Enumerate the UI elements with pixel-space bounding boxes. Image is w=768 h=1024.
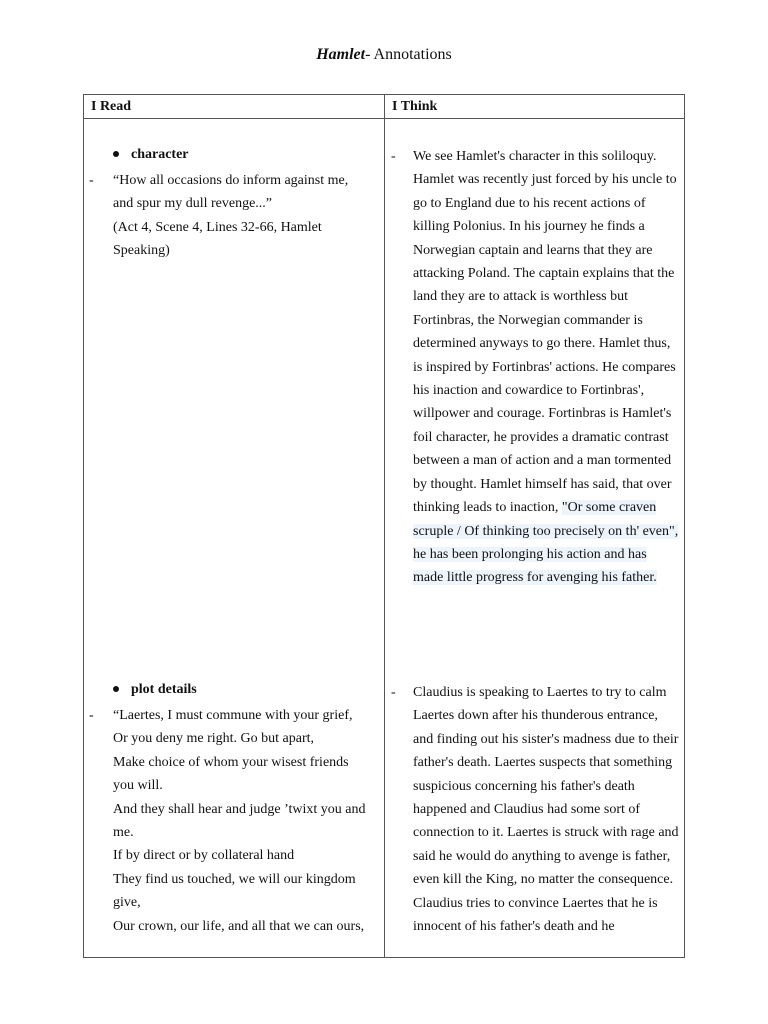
quote-block — [113, 704, 371, 938]
list-dash: - — [391, 685, 396, 700]
annotations-table — [83, 94, 685, 958]
note-text: We see Hamlet's character in this soliloquy. Hamlet was recently just forced by his uncle to go to England due to his recent actions of killing Polonius. In his journey he finds a Norwegian captain and learns that they are attacking Poland. The captain explains that the land they are to attack is worthless but Fortinbras, the Norwegian commander is determined anyways to go there. Hamlet thus, is inspired by Fortinbras' actions. He compares his inaction and cowardice to Fortinbras', willpower and courage. Fortinbras is Hamlet's foil character, he provides a dramatic contrast between a man of action and a man tormented by thought. Hamlet himself has said, that over thinking leads to inaction, — [413, 149, 677, 516]
section-label-text: plot details — [131, 682, 197, 697]
header-i-read: I Read — [91, 99, 132, 114]
section-label-character — [113, 147, 189, 163]
quote-line: “Laertes, I must commune with your grief, — [113, 708, 353, 723]
quote-line: “How all occasions do inform against me, and spur my dull revenge...” — [113, 173, 349, 212]
list-dash: - — [89, 173, 94, 188]
quote-line: And they shall hear and judge ’twixt you and me. — [113, 801, 366, 841]
section-label-plot-details — [113, 682, 197, 698]
header-i-think: I Think — [392, 99, 438, 114]
header-divider — [84, 118, 684, 119]
annotation-note — [413, 681, 679, 938]
section-label-text: character — [131, 147, 189, 162]
title-play-name: Hamlet — [316, 46, 366, 63]
note-text: Claudius is speaking to Laertes to try to calm Laertes down after his thunderous entrance, and finding out his sister's madness due to their father's death. Laertes suspects that something suspicious concerning his father's death happened and Claudius had some sort of connection to it. Laertes is struck with rage and said he would do anything to avenge is father, even kill the King, no matter the consequence. Claudius tries to convince Laertes that he is innocent of his father's death and he — [413, 685, 679, 935]
quote-line: If by direct or by collateral hand — [113, 848, 295, 864]
quote-citation: (Act 4, Scene 4, Lines 32-66, Hamlet Speaking) — [113, 219, 322, 259]
quote-line: Make choice of whom your wisest friends you will. — [113, 754, 349, 794]
column-divider — [384, 95, 385, 957]
note-highlighted-text: "Or some craven scruple / Of thinking too precisely on th' even", he has been prolonging his action and has made little progress for avenging his father. — [413, 500, 679, 586]
quote-line: Our crown, our life, and all that we can ours, — [113, 918, 365, 934]
quote-block — [113, 169, 371, 263]
quote-line: Or you deny me right. Go but apart, — [113, 731, 315, 747]
bullet-icon — [113, 151, 119, 157]
annotation-note — [413, 145, 679, 590]
list-dash: - — [89, 708, 94, 723]
document-title — [0, 46, 768, 64]
list-dash: - — [391, 149, 396, 164]
title-suffix: - Annotations — [365, 46, 452, 63]
quote-line: They find us touched, we will our kingdom give, — [113, 871, 356, 911]
bullet-icon — [113, 686, 119, 692]
